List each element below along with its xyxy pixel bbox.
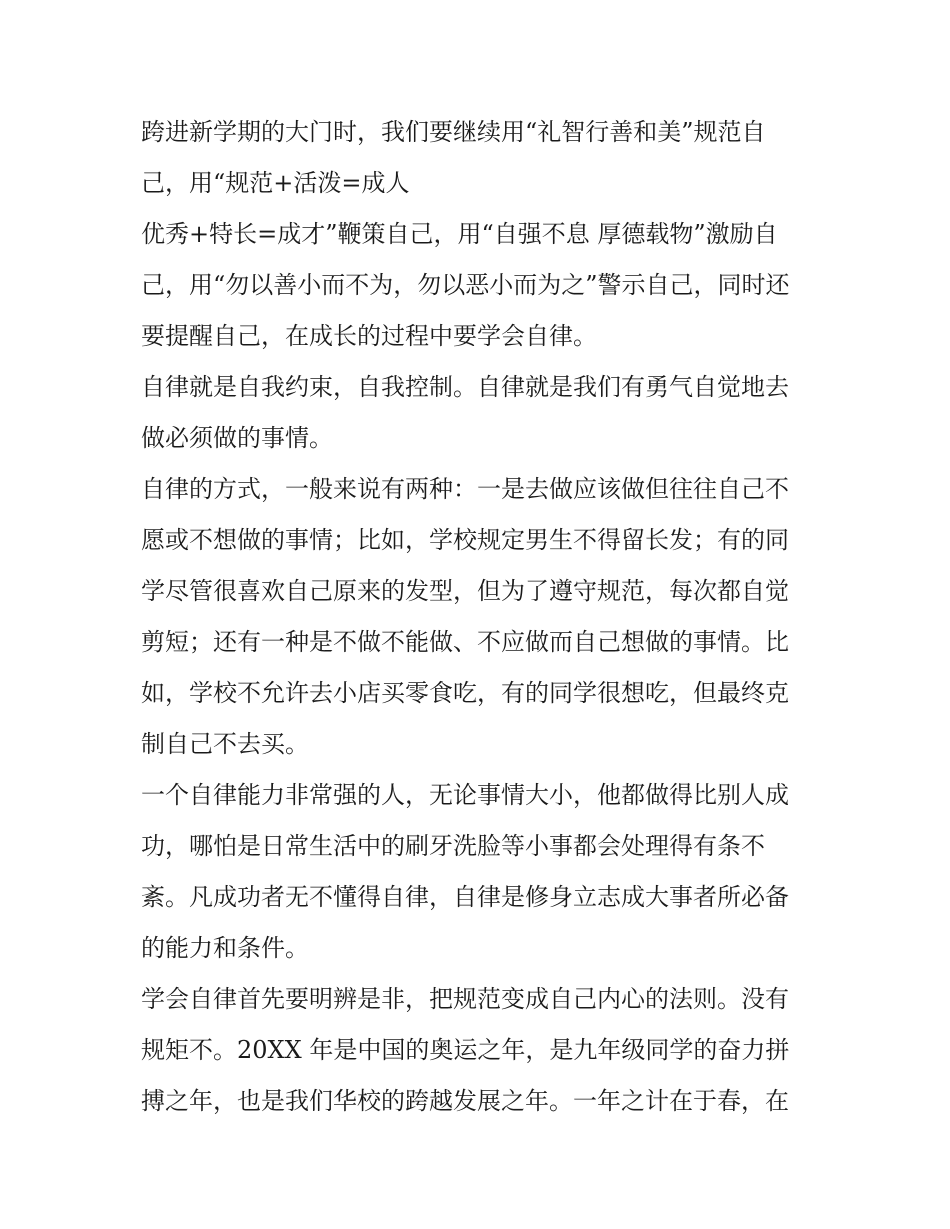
text-line: 搏之年，也是我们华校的跨越发展之年。一年之计在于春，在 xyxy=(141,1087,789,1115)
text-line: 跨进新学期的大门时，我们要继续用“礼智行善和美”规范自 xyxy=(141,118,766,146)
text-line: 愿或不想做的事情；比如，学校规定男生不得留长发；有的同 xyxy=(141,526,789,554)
text-line: 紊。凡成功者无不懂得自律，自律是修身立志成大事者所必备 xyxy=(141,883,789,911)
text-line: 己，用“勿以善小而不为，勿以恶小而为之”警示自己，同时还 xyxy=(141,271,790,299)
text-line: 功，哪怕是日常生活中的刷牙洗脸等小事都会处理得有条不 xyxy=(141,832,765,860)
text-line: 要提醒自己，在成长的过程中要学会自律。 xyxy=(141,322,597,350)
text-line: 自律的方式，一般来说有两种：一是去做应该做但往往自己不 xyxy=(141,475,789,503)
text-line: 做必须做的事情。 xyxy=(141,424,333,452)
text-line: 如，学校不允许去小店买零食吃，有的同学很想吃，但最终克 xyxy=(141,679,789,707)
text-line: 的能力和条件。 xyxy=(141,934,309,962)
text-line: 制自己不去买。 xyxy=(141,730,309,758)
text-line: 学会自律首先要明辨是非，把规范变成自己内心的法则。没有 xyxy=(141,985,789,1013)
text-line: 优秀+特长=成才”鞭策自己，用“自强不息 厚德载物”激励自 xyxy=(141,220,778,248)
text-line: 剪短；还有一种是不做不能做、不应做而自己想做的事情。比 xyxy=(141,628,789,656)
text-line: 自律就是自我约束，自我控制。自律就是我们有勇气自觉地去 xyxy=(141,373,789,401)
document-body xyxy=(141,107,821,1127)
text-line: 一个自律能力非常强的人，无论事情大小，他都做得比别人成 xyxy=(141,781,789,809)
text-line: 己，用“规范+活泼=成人 xyxy=(141,169,410,197)
text-line: 学尽管很喜欢自己原来的发型，但为了遵守规范，每次都自觉 xyxy=(141,577,789,605)
text-line: 规矩不。20XX 年是中国的奥运之年，是九年级同学的奋力拼 xyxy=(141,1036,790,1064)
